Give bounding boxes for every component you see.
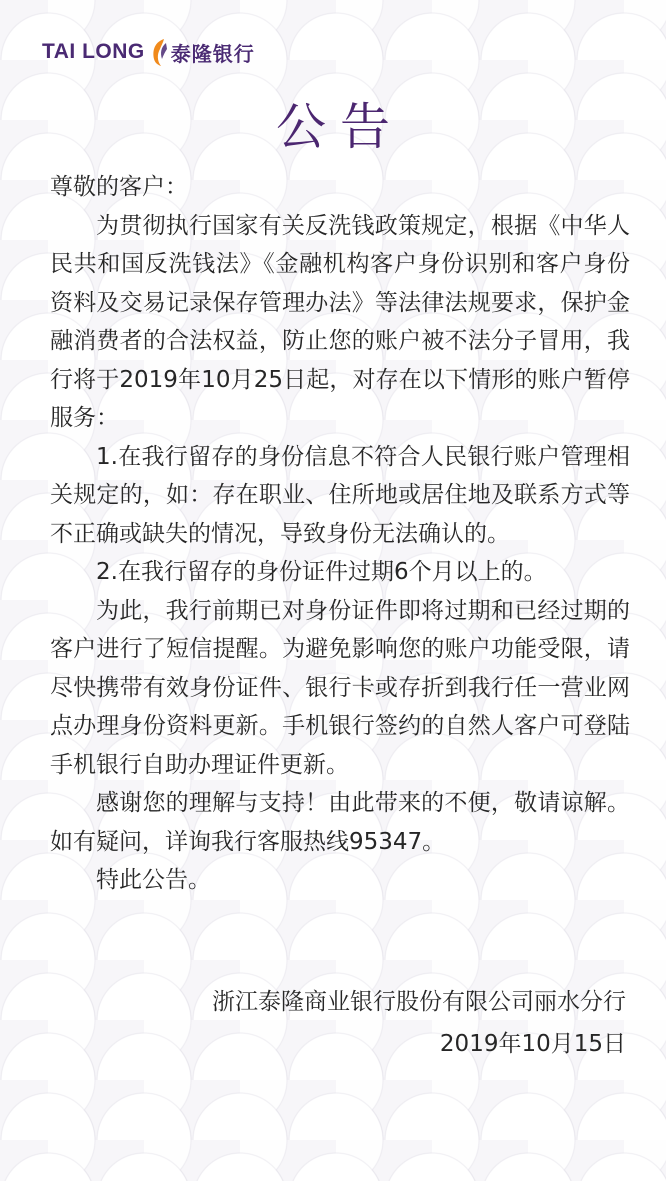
notice-paragraph: 1.在我行留存的身份信息不符合人民银行账户管理相关规定的，如：存在职业、住所地或居住地及联系方式等不正确或缺失的情况，导致身份无法确认的。 [50,443,630,547]
notice-title: 公告 [276,98,404,156]
notice-paragraph: 为贯彻执行国家有关反洗钱政策规定，根据《中华人民共和国反洗钱法》《金融机构客户身份识别和客户身份资料及交易记录保存管理办法》等法律法规要求，保护金融消费者的合法权益，防止您的账户被不法分子冒用，我行将于2019年10月25日起，对存在以下情形的账户暂停服务： [50,212,630,431]
greeting: 尊敬的客户： [50,174,188,200]
flame-swoosh-icon [149,37,169,67]
notice-paragraph: 特此公告。 [96,867,211,893]
notice-paragraph: 为此，我行前期已对身份证件即将过期和已经过期的客户进行了短信提醒。为避免影响您的账户功能受限，请尽快携带有效身份证件、银行卡或存折到我行任一营业网点办理身份资料更新。手机银行签约的自然人客户可登陆手机银行自助办理证件更新。 [50,597,630,778]
logo-english-name: TAI LONG [42,40,145,63]
notice-paragraph: 2.在我行留存的身份证件过期6个月以上的。 [96,559,547,585]
notice-paragraph: 感谢您的理解与支持！由此带来的不便，敬请谅解。如有疑问，详询我行客服热线95347。 [50,790,630,855]
bank-logo [42,34,255,70]
logo-chinese-name: 泰隆银行 [170,41,255,66]
notice-body [50,168,630,900]
signature-organization: 浙江泰隆商业银行股份有限公司丽水分行 [212,989,626,1015]
signature-date: 2019年10月15日 [439,1031,626,1057]
